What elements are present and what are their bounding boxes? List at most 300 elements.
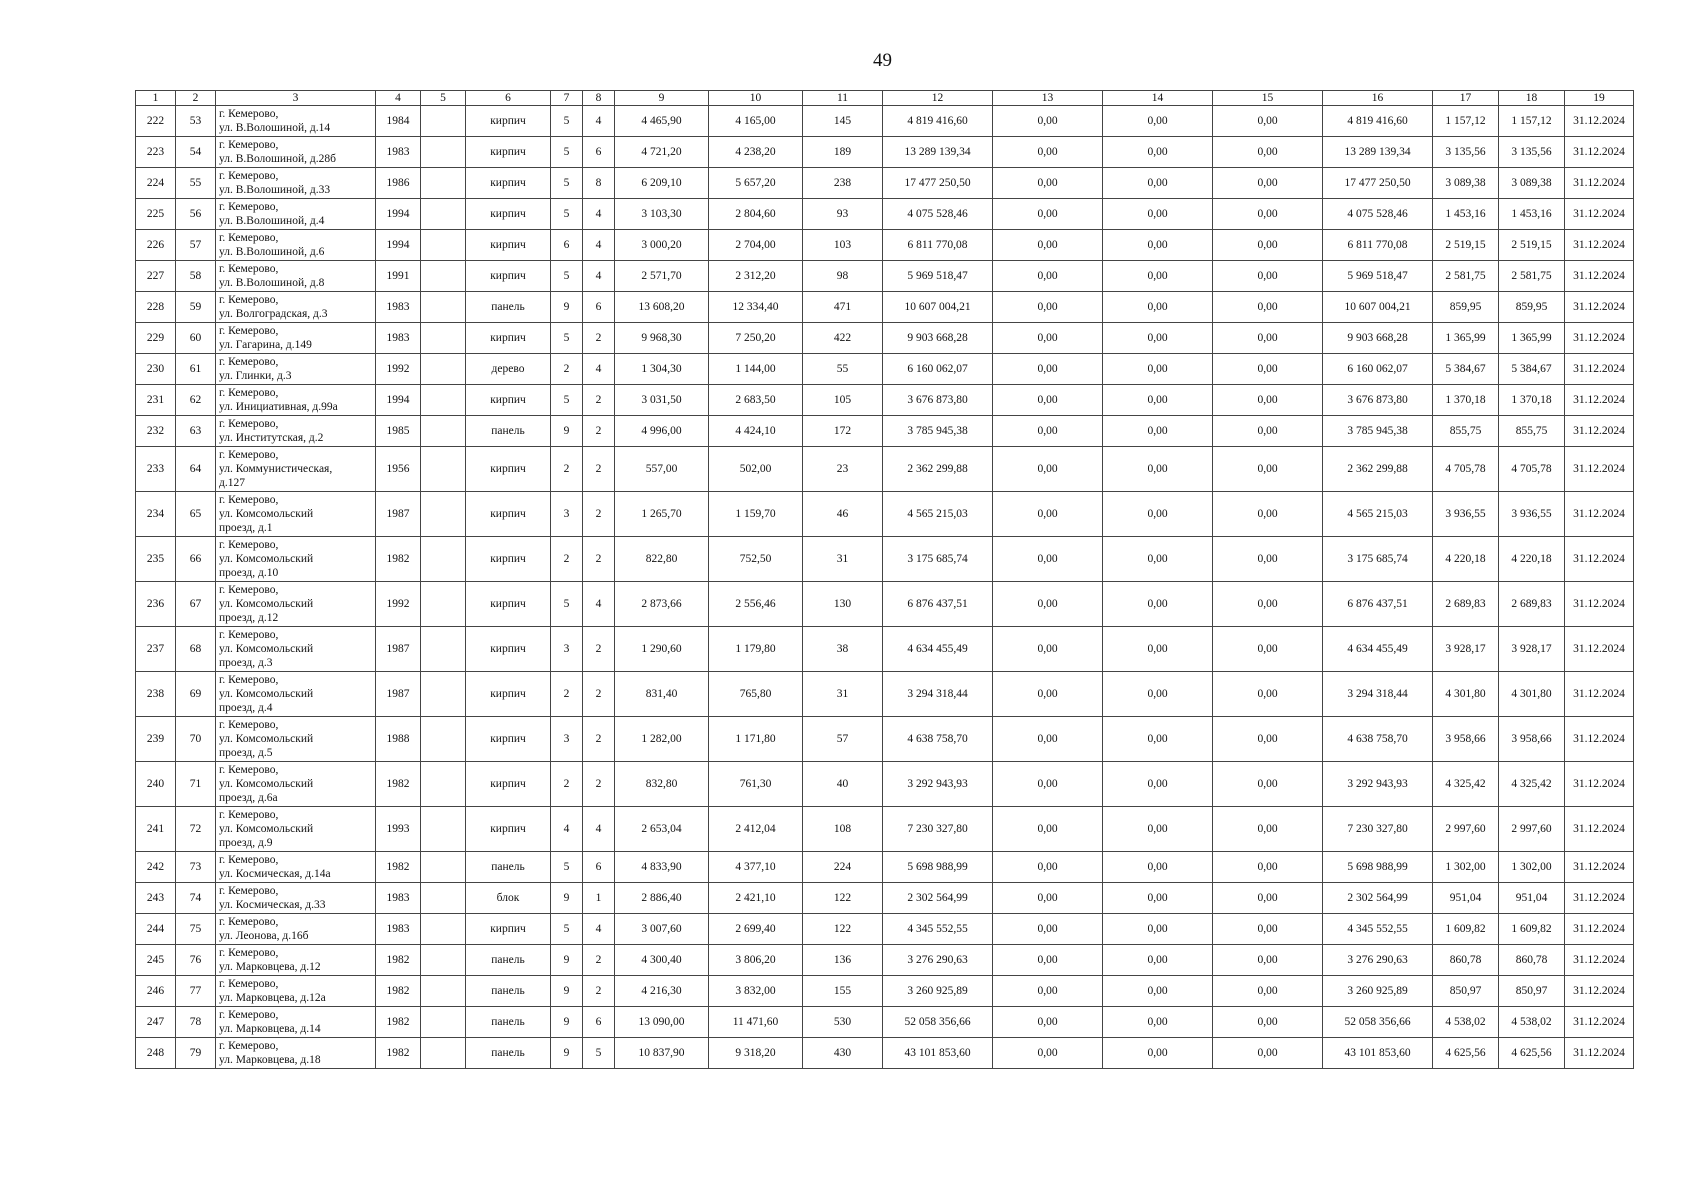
address-line: ул. Комсомольский	[219, 823, 314, 835]
table-cell: 0,00	[1213, 582, 1323, 627]
table-cell: 3 135,56	[1433, 137, 1499, 168]
column-header: 5	[421, 91, 466, 106]
table-cell: 61	[176, 354, 216, 385]
table-cell: 0,00	[993, 537, 1103, 582]
table-cell: 225	[136, 199, 176, 230]
address-line: г. Кемерово,	[219, 263, 279, 275]
table-cell: 0,00	[993, 945, 1103, 976]
table-cell: 3 806,20	[709, 945, 803, 976]
table-cell: 422	[803, 323, 883, 354]
table-cell: 54	[176, 137, 216, 168]
table-cell: 231	[136, 385, 176, 416]
table-cell: 1982	[376, 537, 421, 582]
table-cell: 13 090,00	[615, 1007, 709, 1038]
table-cell: 67	[176, 582, 216, 627]
table-cell: 1 290,60	[615, 627, 709, 672]
table-cell: 70	[176, 717, 216, 762]
table-cell: 4 819 416,60	[883, 106, 993, 137]
table-cell	[421, 1038, 466, 1069]
table-cell: 130	[803, 582, 883, 627]
table-cell: 0,00	[1103, 627, 1213, 672]
table-cell: 4 345 552,55	[1323, 914, 1433, 945]
table-cell: 236	[136, 582, 176, 627]
table-cell: 0,00	[1213, 106, 1323, 137]
table-cell: 3 292 943,93	[883, 762, 993, 807]
table-cell: 2	[583, 672, 615, 717]
table-cell: 5 384,67	[1433, 354, 1499, 385]
table-cell: 1 179,80	[709, 627, 803, 672]
table-cell: 0,00	[1103, 447, 1213, 492]
table-row	[136, 106, 1634, 137]
table-cell: 2 519,15	[1499, 230, 1565, 261]
table-cell: 951,04	[1499, 883, 1565, 914]
table-cell: 1 370,18	[1499, 385, 1565, 416]
table-cell	[421, 537, 466, 582]
column-header: 4	[376, 91, 421, 106]
table-cell: 0,00	[1103, 582, 1213, 627]
address-line: г. Кемерово,	[219, 809, 279, 821]
table-cell: 530	[803, 1007, 883, 1038]
address-line: проезд, д.10	[219, 567, 279, 579]
table-cell: 241	[136, 807, 176, 852]
table-cell: 4 634 455,49	[883, 627, 993, 672]
table-cell: 0,00	[1213, 807, 1323, 852]
table-cell: 765,80	[709, 672, 803, 717]
table-cell: 1983	[376, 914, 421, 945]
table-cell: 752,50	[709, 537, 803, 582]
table-cell: 71	[176, 762, 216, 807]
table-row	[136, 416, 1634, 447]
table-cell: 4 300,40	[615, 945, 709, 976]
table-cell: 0,00	[993, 914, 1103, 945]
table-cell: 226	[136, 230, 176, 261]
table-row	[136, 852, 1634, 883]
table-cell: 4	[583, 106, 615, 137]
table-cell: 60	[176, 323, 216, 354]
table-cell: 0,00	[1213, 1038, 1323, 1069]
table-cell: 4 216,30	[615, 976, 709, 1007]
table-cell: 0,00	[993, 672, 1103, 717]
table-cell: 4 819 416,60	[1323, 106, 1433, 137]
table-cell: панель	[466, 976, 551, 1007]
table-cell: 1 609,82	[1433, 914, 1499, 945]
table-cell: 2	[583, 717, 615, 762]
table-cell: 1983	[376, 323, 421, 354]
table-cell: 1 302,00	[1433, 852, 1499, 883]
table-row	[136, 807, 1634, 852]
column-header: 2	[176, 91, 216, 106]
table-cell: 5	[551, 137, 583, 168]
address-cell	[216, 292, 376, 323]
table-row	[136, 492, 1634, 537]
table-cell: кирпич	[466, 385, 551, 416]
table-cell: 4 238,20	[709, 137, 803, 168]
table-cell: 78	[176, 1007, 216, 1038]
table-cell: 0,00	[1103, 385, 1213, 416]
address-line: г. Кемерово,	[219, 764, 279, 776]
table-cell: 4 075 528,46	[1323, 199, 1433, 230]
table-cell: 761,30	[709, 762, 803, 807]
table-cell: 3	[551, 717, 583, 762]
table-cell: 6 876 437,51	[1323, 582, 1433, 627]
table-row	[136, 717, 1634, 762]
table-cell: 2	[551, 354, 583, 385]
address-line: г. Кемерово,	[219, 539, 279, 551]
address-line: ул. Инициативная, д.99а	[219, 401, 338, 413]
table-cell: 6	[583, 292, 615, 323]
table-cell: 2 653,04	[615, 807, 709, 852]
table-cell: 122	[803, 883, 883, 914]
address-line: ул. Комсомольский	[219, 598, 314, 610]
table-cell	[421, 385, 466, 416]
table-cell: 31.12.2024	[1565, 447, 1634, 492]
table-cell: 31.12.2024	[1565, 261, 1634, 292]
table-cell: 4 165,00	[709, 106, 803, 137]
table-cell: 0,00	[1103, 168, 1213, 199]
table-cell: 1985	[376, 416, 421, 447]
table-cell: 5	[551, 323, 583, 354]
address-cell	[216, 261, 376, 292]
table-cell: 5	[551, 852, 583, 883]
table-cell: 0,00	[1213, 292, 1323, 323]
table-cell: 1982	[376, 945, 421, 976]
address-line: проезд, д.9	[219, 837, 273, 849]
table-cell: 228	[136, 292, 176, 323]
table-cell: 4 325,42	[1499, 762, 1565, 807]
table-cell	[421, 582, 466, 627]
table-cell	[421, 416, 466, 447]
table-cell: кирпич	[466, 106, 551, 137]
table-cell: 3 785 945,38	[883, 416, 993, 447]
column-header: 12	[883, 91, 993, 106]
address-cell	[216, 762, 376, 807]
table-cell: 8	[583, 168, 615, 199]
table-cell	[421, 852, 466, 883]
address-line: г. Кемерово,	[219, 854, 279, 866]
table-cell: 0,00	[1103, 106, 1213, 137]
column-header: 14	[1103, 91, 1213, 106]
table-cell: 5 698 988,99	[1323, 852, 1433, 883]
table-cell: 57	[176, 230, 216, 261]
table-cell: 3 294 318,44	[1323, 672, 1433, 717]
address-line: г. Кемерово,	[219, 1040, 279, 1052]
table-cell: 1956	[376, 447, 421, 492]
table-cell: 2	[583, 762, 615, 807]
address-line: г. Кемерово,	[219, 232, 279, 244]
table-cell: панель	[466, 945, 551, 976]
address-line: ул. В.Волошиной, д.28б	[219, 153, 336, 165]
address-line: ул. Коммунистическая,	[219, 463, 333, 475]
table-cell: 0,00	[1213, 447, 1323, 492]
table-cell: 0,00	[993, 717, 1103, 762]
table-cell: 1 302,00	[1499, 852, 1565, 883]
address-cell	[216, 385, 376, 416]
table-cell: 0,00	[1213, 717, 1323, 762]
address-line: г. Кемерово,	[219, 356, 279, 368]
table-cell	[421, 261, 466, 292]
table-cell: 0,00	[1103, 1007, 1213, 1038]
table-cell: 31.12.2024	[1565, 323, 1634, 354]
table-cell: 31.12.2024	[1565, 717, 1634, 762]
table-cell: 31.12.2024	[1565, 1007, 1634, 1038]
table-cell: 3 294 318,44	[883, 672, 993, 717]
table-cell: 860,78	[1499, 945, 1565, 976]
column-header: 19	[1565, 91, 1634, 106]
table-cell: 98	[803, 261, 883, 292]
table-cell: 0,00	[993, 1007, 1103, 1038]
table-cell: 4 301,80	[1433, 672, 1499, 717]
table-cell: 5	[583, 1038, 615, 1069]
table-row	[136, 137, 1634, 168]
table-row	[136, 1038, 1634, 1069]
address-line: проезд, д.6а	[219, 792, 278, 804]
table-cell: 1982	[376, 1038, 421, 1069]
address-line: ул. Глинки, д.3	[219, 370, 292, 382]
table-cell: 6 160 062,07	[1323, 354, 1433, 385]
table-cell: 1 157,12	[1499, 106, 1565, 137]
table-cell: 3 928,17	[1499, 627, 1565, 672]
table-cell: 1 365,99	[1433, 323, 1499, 354]
table-cell: 2	[583, 323, 615, 354]
column-header: 18	[1499, 91, 1565, 106]
table-cell: 31.12.2024	[1565, 945, 1634, 976]
table-cell: 46	[803, 492, 883, 537]
table-cell	[421, 1007, 466, 1038]
table-cell: 2 689,83	[1499, 582, 1565, 627]
table-cell: 3 103,30	[615, 199, 709, 230]
table-cell: 4 345 552,55	[883, 914, 993, 945]
table-cell: 3	[551, 492, 583, 537]
table-cell: 145	[803, 106, 883, 137]
table-cell: 247	[136, 1007, 176, 1038]
table-cell: 63	[176, 416, 216, 447]
address-line: ул. Леонова, д.16б	[219, 930, 309, 942]
table-cell: 31.12.2024	[1565, 883, 1634, 914]
address-cell	[216, 672, 376, 717]
table-cell: 4	[583, 354, 615, 385]
table-cell: 7 230 327,80	[883, 807, 993, 852]
table-cell: 557,00	[615, 447, 709, 492]
table-row	[136, 261, 1634, 292]
table-row	[136, 883, 1634, 914]
table-cell: 9 318,20	[709, 1038, 803, 1069]
table-cell: 6	[583, 852, 615, 883]
table-cell: 136	[803, 945, 883, 976]
address-line: г. Кемерово,	[219, 629, 279, 641]
table-cell: 0,00	[1213, 976, 1323, 1007]
address-cell	[216, 537, 376, 582]
table-cell: 31.12.2024	[1565, 976, 1634, 1007]
table-cell: 4 301,80	[1499, 672, 1565, 717]
table-cell	[421, 292, 466, 323]
table-cell: 1982	[376, 976, 421, 1007]
table-cell: 4 705,78	[1433, 447, 1499, 492]
table-cell: 1 304,30	[615, 354, 709, 385]
address-cell	[216, 199, 376, 230]
table-cell: 4 638 758,70	[1323, 717, 1433, 762]
table-cell: 6 811 770,08	[883, 230, 993, 261]
table-cell: 31.12.2024	[1565, 492, 1634, 537]
table-cell: 0,00	[1213, 762, 1323, 807]
table-cell	[421, 914, 466, 945]
table-cell: 6	[551, 230, 583, 261]
column-header: 9	[615, 91, 709, 106]
table-cell: 0,00	[993, 976, 1103, 1007]
housing-table	[135, 90, 1634, 1069]
table-cell: 3 089,38	[1499, 168, 1565, 199]
address-line: ул. Комсомольский	[219, 643, 314, 655]
table-cell: панель	[466, 1038, 551, 1069]
table-cell: 0,00	[1103, 914, 1213, 945]
address-line: проезд, д.1	[219, 522, 273, 534]
table-row	[136, 672, 1634, 717]
table-cell: 2	[583, 385, 615, 416]
table-cell: 3 936,55	[1499, 492, 1565, 537]
table-cell: 43 101 853,60	[1323, 1038, 1433, 1069]
table-cell: 233	[136, 447, 176, 492]
table-cell: 5	[551, 261, 583, 292]
table-cell: 0,00	[993, 292, 1103, 323]
table-cell: кирпич	[466, 582, 551, 627]
table-cell	[421, 492, 466, 537]
table-cell: кирпич	[466, 717, 551, 762]
column-header: 8	[583, 91, 615, 106]
table-cell: 2	[583, 976, 615, 1007]
address-line: г. Кемерово,	[219, 494, 279, 506]
table-cell: 189	[803, 137, 883, 168]
address-cell	[216, 976, 376, 1007]
table-cell: 1 157,12	[1433, 106, 1499, 137]
table-cell: 235	[136, 537, 176, 582]
address-line: г. Кемерово,	[219, 325, 279, 337]
table-cell: 0,00	[1213, 137, 1323, 168]
table-cell: 4 377,10	[709, 852, 803, 883]
table-cell	[421, 717, 466, 762]
table-cell: 1983	[376, 292, 421, 323]
table-cell: дерево	[466, 354, 551, 385]
table-cell: 0,00	[993, 582, 1103, 627]
table-cell: 0,00	[993, 168, 1103, 199]
table-cell: 3 276 290,63	[1323, 945, 1433, 976]
table-cell: 860,78	[1433, 945, 1499, 976]
table-cell: 6 876 437,51	[883, 582, 993, 627]
table-cell: 951,04	[1433, 883, 1499, 914]
table-cell: кирпич	[466, 199, 551, 230]
table-cell: 0,00	[1103, 416, 1213, 447]
table-cell: 31.12.2024	[1565, 1038, 1634, 1069]
address-cell	[216, 106, 376, 137]
table-cell: 2	[551, 762, 583, 807]
table-cell: 245	[136, 945, 176, 976]
table-cell: 1982	[376, 1007, 421, 1038]
table-cell: 58	[176, 261, 216, 292]
table-cell: 2 556,46	[709, 582, 803, 627]
column-header: 1	[136, 91, 176, 106]
table-cell: панель	[466, 292, 551, 323]
table-cell: 0,00	[1103, 492, 1213, 537]
table-cell: 1991	[376, 261, 421, 292]
table-cell: 4 538,02	[1433, 1007, 1499, 1038]
table-cell: 3 958,66	[1433, 717, 1499, 762]
table-cell: 31.12.2024	[1565, 672, 1634, 717]
table-cell: 430	[803, 1038, 883, 1069]
table-cell: 2	[551, 672, 583, 717]
table-cell: кирпич	[466, 323, 551, 354]
table-cell	[421, 883, 466, 914]
table-cell: 10 607 004,21	[1323, 292, 1433, 323]
table-cell: 2 362 299,88	[883, 447, 993, 492]
table-cell: 31.12.2024	[1565, 199, 1634, 230]
table-cell: 2 873,66	[615, 582, 709, 627]
table-cell: 3 260 925,89	[883, 976, 993, 1007]
table-cell: 172	[803, 416, 883, 447]
table-row	[136, 354, 1634, 385]
table-cell: 65	[176, 492, 216, 537]
table-cell: 13 608,20	[615, 292, 709, 323]
table-cell: 240	[136, 762, 176, 807]
table-cell: 2 412,04	[709, 807, 803, 852]
table-cell: 5 384,67	[1499, 354, 1565, 385]
table-row	[136, 1007, 1634, 1038]
table-row	[136, 762, 1634, 807]
table-cell: 0,00	[993, 106, 1103, 137]
table-cell: 5	[551, 385, 583, 416]
table-row	[136, 447, 1634, 492]
table-cell: 31.12.2024	[1565, 354, 1634, 385]
table-cell: кирпич	[466, 537, 551, 582]
table-cell: 31.12.2024	[1565, 582, 1634, 627]
address-cell	[216, 883, 376, 914]
table-cell: 72	[176, 807, 216, 852]
column-header: 3	[216, 91, 376, 106]
table-cell: 4 465,90	[615, 106, 709, 137]
table-cell: 0,00	[1213, 945, 1323, 976]
table-cell: 0,00	[1213, 230, 1323, 261]
table-cell: 2	[551, 537, 583, 582]
table-cell: 4	[551, 807, 583, 852]
table-cell: 4 565 215,03	[1323, 492, 1433, 537]
address-cell	[216, 945, 376, 976]
table-cell: 2 312,20	[709, 261, 803, 292]
address-line: ул. Комсомольский	[219, 778, 314, 790]
table-cell: 0,00	[993, 807, 1103, 852]
table-cell: 59	[176, 292, 216, 323]
table-cell: 5	[551, 199, 583, 230]
table-cell: 0,00	[993, 385, 1103, 416]
column-header: 6	[466, 91, 551, 106]
table-row	[136, 627, 1634, 672]
address-line: г. Кемерово,	[219, 978, 279, 990]
address-line: ул. Комсомольский	[219, 688, 314, 700]
page-number: 49	[873, 50, 892, 71]
table-cell: 2	[583, 447, 615, 492]
address-cell	[216, 1038, 376, 1069]
table-cell: 31.12.2024	[1565, 230, 1634, 261]
address-line: г. Кемерово,	[219, 201, 279, 213]
table-cell: 0,00	[1213, 914, 1323, 945]
table-cell: 3 292 943,93	[1323, 762, 1433, 807]
table-cell: 4	[583, 914, 615, 945]
table-cell: 31	[803, 672, 883, 717]
table-cell: 31.12.2024	[1565, 385, 1634, 416]
table-cell: 0,00	[1213, 492, 1323, 537]
table-cell: 1	[583, 883, 615, 914]
table-cell: 4 220,18	[1499, 537, 1565, 582]
table-cell: 1 453,16	[1499, 199, 1565, 230]
table-cell: 4 721,20	[615, 137, 709, 168]
table-cell: 3 031,50	[615, 385, 709, 416]
table-cell: 243	[136, 883, 176, 914]
